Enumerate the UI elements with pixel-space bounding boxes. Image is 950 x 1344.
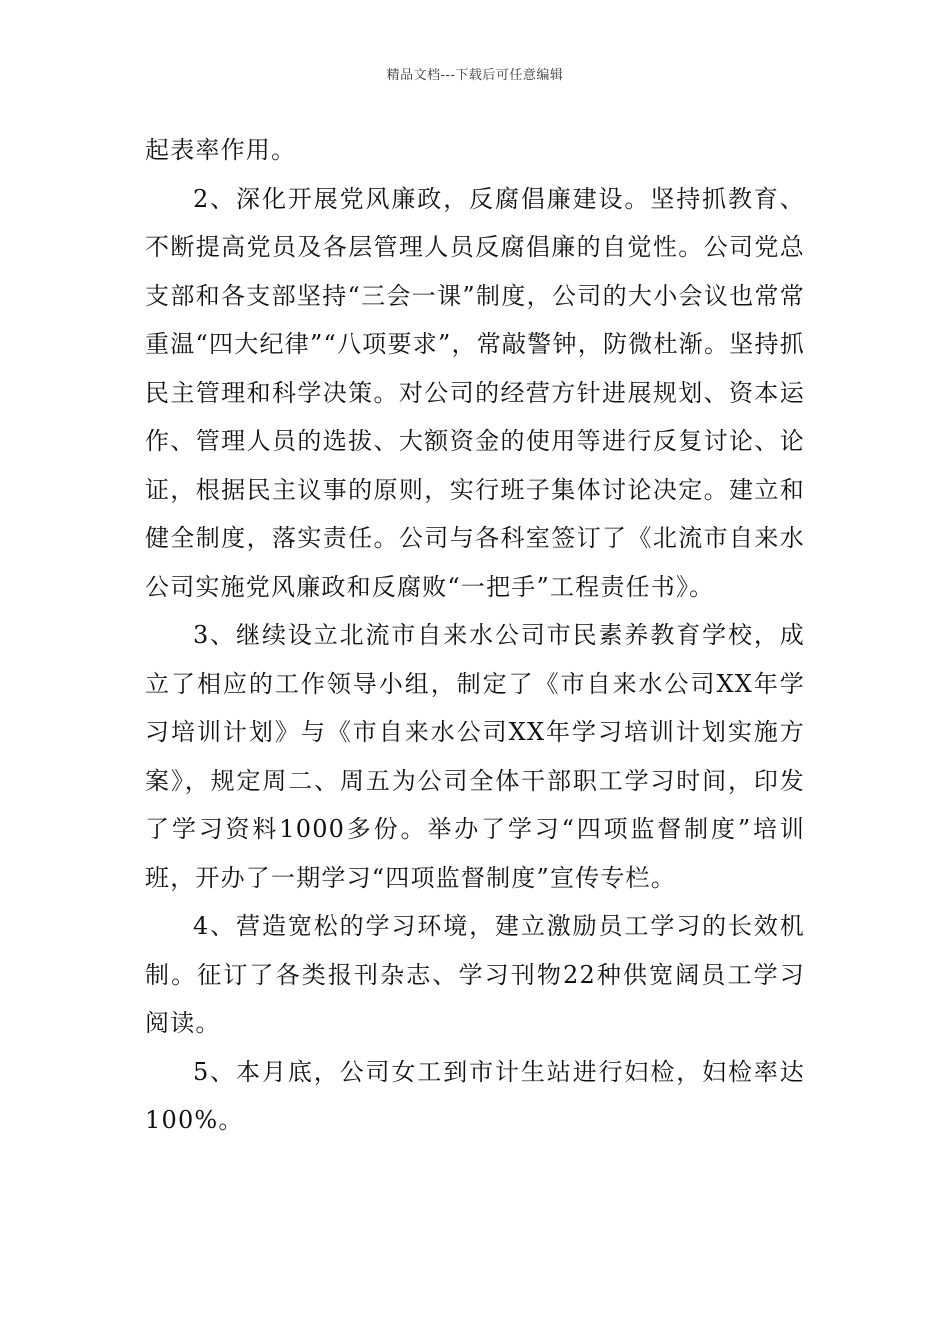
paragraph-item-3: 3、继续设立北流市自来水公司市民素养教育学校，成立了相应的工作领导小组，制定了《市自来水公司XX年学习培训计划》与《市自来水公司XX年学习培训计划实施方案》，规定周二、周五为公司全体干部职工学习时间，印发了学习资料1000多份。举办了学习“四项监督制度”培训班，开办了一期学习“四项监督制度”宣传专栏。 [145, 621, 805, 892]
paragraph-continuation: 起表率作用。 [145, 136, 297, 164]
paragraph-item-5: 5、本月底，公司女工到市计生站进行妇检，妇检率达100%。 [145, 1057, 805, 1134]
page-header: 精品文档---下载后可任意编辑 [386, 68, 564, 83]
paragraph-item-2: 2、深化开展党风廉政，反腐倡廉建设。坚持抓教育、不断提高党员及各层管理人员反腐倡廉的自觉性。公司党总支部和各支部坚持“三会一课”制度，公司的大小会议也常常重温“四大纪律”“八项要求”，常敲警钟，防微杜渐。坚持抓民主管理和科学决策。对公司的经营方针进展规划、资本运作、管理人员的选拔、大额资金的使用等进行反复讨论、论证，根据民主议事的原则，实行班子集体讨论决定。建立和健全制度，落实责任。公司与各科室签订了《北流市自来水公司实施党风廉政和反腐败“一把手”工程责任书》。 [145, 184, 805, 601]
paragraph-item-4: 4、营造宽松的学习环境，建立激励员工学习的长效机制。征订了各类报刊杂志、学习刊物22种供宽阔员工学习阅读。 [145, 912, 805, 1037]
document-body [145, 126, 805, 1145]
